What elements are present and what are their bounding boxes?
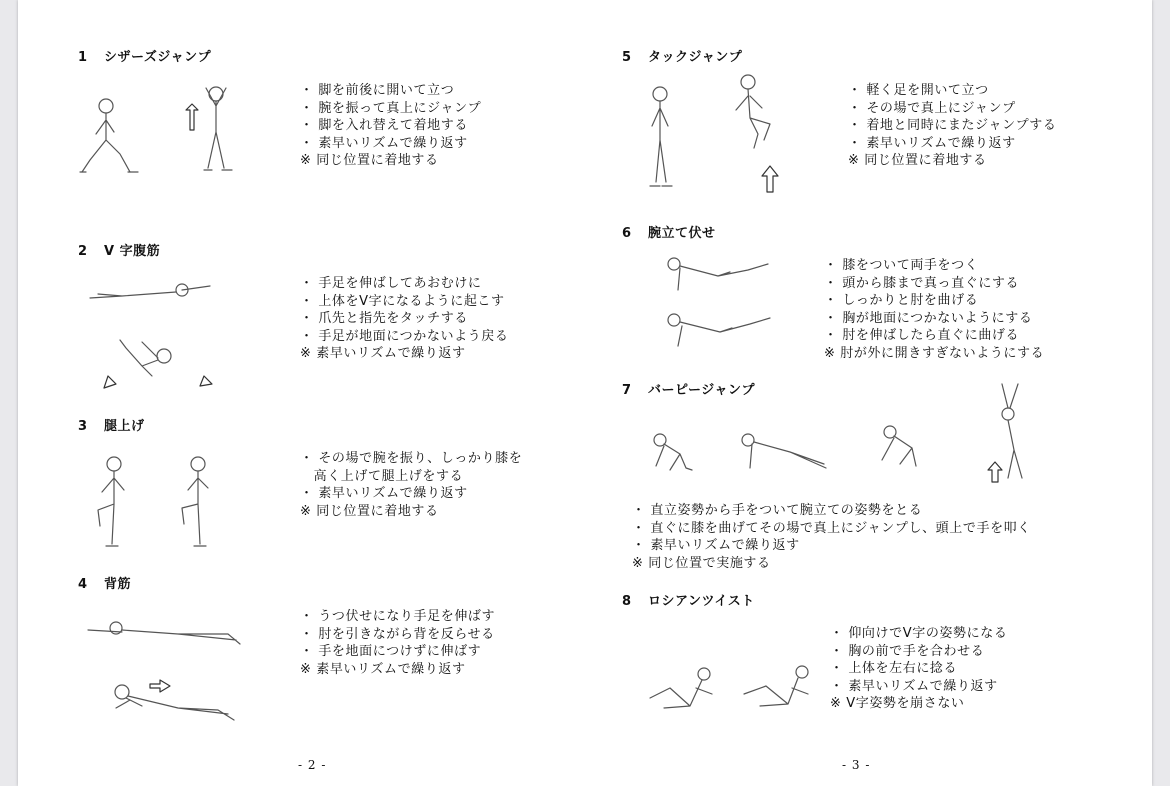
- up-arrow-icon: [762, 166, 778, 192]
- section-4-text: ・ うつ伏せになり手足を伸ばす ・ 肘を引きながら背を反らせる ・ 手を地面につけずに伸ばす ※ 素早いリズムで繰り返す: [300, 609, 496, 677]
- tuck-jump-illustration: [638, 70, 798, 204]
- section-1-text: ・ 脚を前後に開いて立つ ・ 腕を振って真上にジャンプ ・ 脚を入れ替えて着地する ・ 素早いリズムで繰り返す ※ 同じ位置に着地する: [300, 83, 482, 168]
- section-2-title: 2 V 字腹筋: [78, 244, 161, 259]
- russian-twist-illustration: [624, 654, 824, 724]
- back-extension-illustration: [78, 604, 250, 740]
- section-8-text: ・ 仰向けでV字の姿勢になる ・ 胸の前で手を合わせる ・ 上体を左右に捻る ・ 素早いリズムで繰り返す ※ V字姿勢を崩さない: [830, 626, 1008, 711]
- section-7-title: 7 バーピージャンプ: [622, 383, 755, 398]
- section-7-text: ・ 直立姿勢から手をついて腕立ての姿勢をとる ・ 直ぐに膝を曲げてその場で真上にジャンプし、頭上で手を叩く ・ 素早いリズムで繰り返す ※ 同じ位置で実施する: [632, 503, 1031, 571]
- section-8-title: 8 ロシアンツイスト: [622, 594, 755, 609]
- section-6-text: ・ 膝をついて両手をつく ・ 頭から膝まで真っ直ぐにする ・ しっかりと肘を曲げる ・ 胸が地面につかないようにする ・ 肘を伸ばしたら直ぐに曲げる ※ 肘が外に開きすぎないようにする: [824, 258, 1045, 361]
- scissor-jump-illustration: [76, 76, 256, 184]
- page-number-right: - 3 -: [842, 758, 871, 772]
- section-6-title: 6 腕立て伏せ: [622, 226, 716, 241]
- burpee-illustration: [630, 378, 1040, 488]
- up-arrow-icon: [186, 104, 198, 130]
- section-4-title: 4 背筋: [78, 577, 132, 592]
- diagonal-arrow-icon: [104, 376, 116, 388]
- up-arrow-icon: [988, 462, 1002, 482]
- diagonal-arrow-icon: [200, 376, 212, 386]
- section-2-text: ・ 手足を伸ばしてあおむけに ・ 上体をV字になるように起こす ・ 爪先と指先をタッチする ・ 手足が地面につかないよう戻る ※ 素早いリズムで繰り返す: [300, 276, 509, 361]
- section-5-title: 5 タックジャンプ: [622, 50, 743, 65]
- section-1-title: 1 シザーズジャンプ: [78, 50, 212, 65]
- right-arrow-icon: [150, 680, 170, 692]
- v-situp-illustration: [82, 270, 228, 392]
- section-3-title: 3 腿上げ: [78, 419, 145, 434]
- section-3-text: ・ その場で腕を振り、しっかり膝を 高く上げて腿上げをする ・ 素早いリズムで繰り返す ※ 同じ位置に着地する: [300, 451, 523, 519]
- document-spread: [18, 0, 1152, 786]
- section-5-text: ・ 軽く足を開いて立つ ・ その場で真上にジャンプ ・ 着地と同時にまたジャンプする ・ 素早いリズムで繰り返す ※ 同じ位置に着地する: [848, 83, 1057, 168]
- high-knee-illustration: [76, 448, 236, 560]
- pushup-illustration: [658, 250, 788, 360]
- page-number-left: - 2 -: [298, 758, 327, 772]
